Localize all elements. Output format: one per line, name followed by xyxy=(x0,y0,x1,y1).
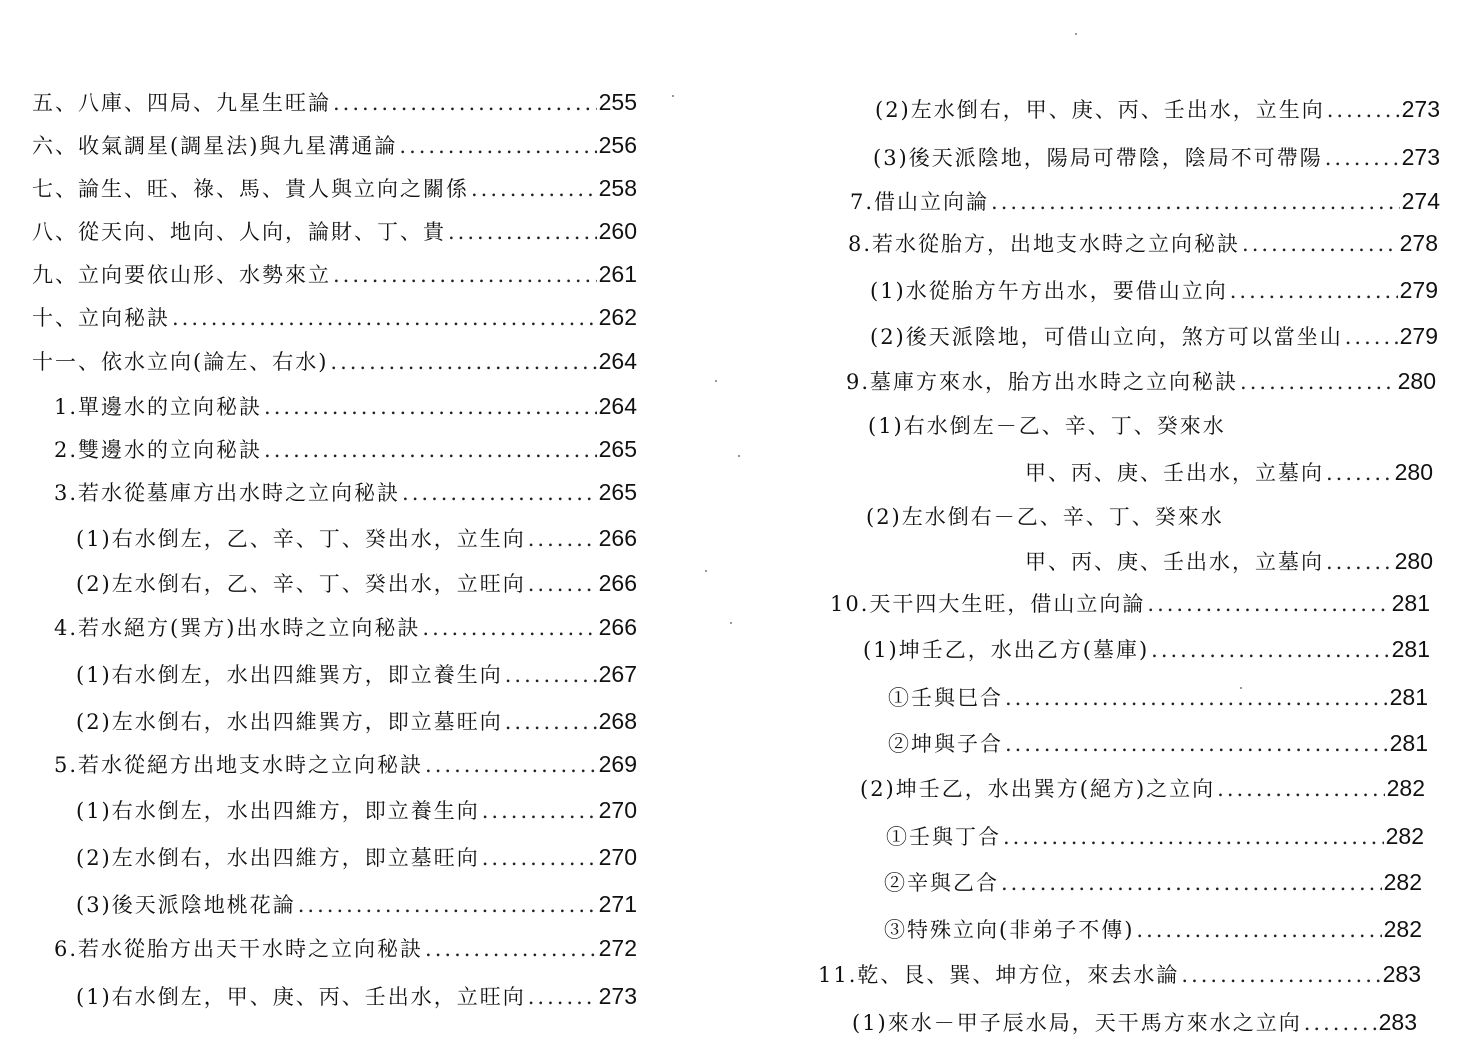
toc-entry-page: 272 xyxy=(598,935,637,961)
toc-entry-title: 甲、丙、庚、壬出水，立墓向 xyxy=(1025,550,1324,574)
scan-speck xyxy=(730,622,732,624)
toc-entry-title: 6.若水從胎方出天干水時之立向秘訣 xyxy=(54,937,424,961)
toc-entry-page: 264 xyxy=(598,348,637,374)
toc-entry-title: 十、立向秘訣 xyxy=(32,306,170,330)
dot-leader xyxy=(1147,590,1389,618)
dot-leader xyxy=(399,132,596,160)
toc-entry xyxy=(32,131,637,160)
toc-entry-page: 273 xyxy=(1401,96,1440,122)
toc-entry xyxy=(54,613,637,642)
toc-entry-title: (3)後天派陰地桃花論 xyxy=(76,893,296,917)
toc-entry xyxy=(76,660,637,689)
toc-entry-page: 282 xyxy=(1385,823,1424,849)
toc-entry xyxy=(54,750,637,779)
toc-entry xyxy=(873,143,1440,172)
toc-entry-page: 265 xyxy=(598,479,637,505)
toc-entry-page: 281 xyxy=(1391,590,1430,616)
dot-leader xyxy=(448,218,597,246)
toc-entry-title: 八、從天向、地向、人向，論財、丁、貴 xyxy=(32,220,446,244)
scan-speck xyxy=(1075,33,1077,35)
toc-entry-title: 11.乾、艮、巽、坤方位，來去水論 xyxy=(818,963,1180,987)
toc-entry-page: 278 xyxy=(1399,230,1438,256)
dot-leader xyxy=(264,436,597,464)
dot-leader xyxy=(991,188,1400,216)
toc-entry xyxy=(886,822,1424,851)
toc-entry-title: (3)後天派陰地，陽局可帶陰，陰局不可帶陽 xyxy=(873,146,1323,170)
dot-leader xyxy=(422,614,596,642)
dot-leader xyxy=(1001,869,1382,897)
toc-entry-page: 273 xyxy=(598,983,637,1009)
toc-entry-title: (2)左水倒右，水出四維巽方，即立墓旺向 xyxy=(76,710,503,734)
toc-entry xyxy=(76,843,637,872)
dot-leader xyxy=(425,751,597,779)
toc-entry xyxy=(846,367,1436,396)
dot-leader xyxy=(1240,368,1396,396)
toc-entry-title: (1)右水倒左，水出四維方，即立養生向 xyxy=(76,799,480,823)
toc-entry-page: 283 xyxy=(1382,961,1421,987)
toc-entry-title: 甲、丙、庚、壬出水，立墓向 xyxy=(1025,461,1324,485)
toc-entry xyxy=(830,589,1430,618)
toc-entry-page: 266 xyxy=(598,525,637,551)
toc-entry-title: (1)右水倒左，水出四維巽方，即立養生向 xyxy=(76,663,503,687)
toc-entry xyxy=(875,95,1440,124)
toc-entry xyxy=(888,683,1428,712)
dot-leader xyxy=(1181,961,1380,989)
toc-entry xyxy=(76,796,637,825)
dot-leader xyxy=(333,89,597,117)
toc-entry xyxy=(32,88,637,117)
toc-entry-title: 3.若水從墓庫方出水時之立向秘訣 xyxy=(54,481,401,505)
toc-entry-title: 1.單邊水的立向秘訣 xyxy=(54,395,263,419)
toc-entry xyxy=(868,412,1226,440)
toc-entry-page: 255 xyxy=(598,89,637,115)
toc-entry-page: 261 xyxy=(598,261,637,287)
toc-entry-title: 九、立向要依山形、水勢來立 xyxy=(32,263,331,287)
toc-entry-title: 六、收氣調星(調星法)與九星溝通論 xyxy=(32,134,398,158)
dot-leader xyxy=(1326,459,1393,487)
dot-leader xyxy=(1242,230,1398,258)
toc-entry-page: 267 xyxy=(598,661,637,687)
toc-entry-title: ①壬與丁合 xyxy=(886,825,1001,849)
toc-entry xyxy=(76,569,637,598)
dot-leader xyxy=(528,983,597,1011)
toc-entry-title: (2)左水倒右，水出四維方，即立墓旺向 xyxy=(76,846,480,870)
toc-entry-title: (1)水從胎方午方出水，要借山立向 xyxy=(870,279,1228,303)
scan-speck xyxy=(738,455,740,457)
toc-entry-page: 265 xyxy=(598,436,637,462)
toc-entry xyxy=(32,347,637,376)
toc-entry xyxy=(860,774,1425,803)
dot-leader xyxy=(1003,823,1384,851)
dot-leader xyxy=(1230,277,1398,305)
toc-entry-page: 268 xyxy=(598,708,637,734)
toc-entry-title: 10.天干四大生旺，借山立向論 xyxy=(830,592,1146,616)
toc-entry-title: (2)後天派陰地，可借山立向，煞方可以當坐山 xyxy=(870,325,1343,349)
toc-entry xyxy=(76,707,637,736)
toc-entry-page: 262 xyxy=(598,304,637,330)
toc-entry-page: 270 xyxy=(598,844,637,870)
dot-leader xyxy=(482,797,597,825)
toc-entry xyxy=(54,478,637,507)
dot-leader xyxy=(298,891,597,919)
toc-entry-page: 282 xyxy=(1383,916,1422,942)
toc-entry-page: 281 xyxy=(1389,730,1428,756)
toc-entry-page: 280 xyxy=(1397,368,1436,394)
dot-leader xyxy=(528,525,597,553)
dot-leader xyxy=(1327,96,1400,124)
toc-entry xyxy=(888,729,1428,758)
toc-entry xyxy=(76,982,637,1011)
dot-leader xyxy=(482,844,597,872)
dot-leader xyxy=(402,479,597,507)
scan-speck xyxy=(715,380,717,382)
toc-entry xyxy=(870,322,1438,351)
dot-leader xyxy=(1136,916,1381,944)
toc-entry-title: 9.墓庫方來水，胎方出水時之立向秘訣 xyxy=(846,370,1239,394)
toc-entry xyxy=(848,229,1438,258)
toc-entry xyxy=(76,890,637,919)
toc-entry-title: ①壬與巳合 xyxy=(888,686,1003,710)
toc-entry-title: 七、論生、旺、祿、馬、貴人與立向之關係 xyxy=(32,177,469,201)
toc-entry-page: 282 xyxy=(1386,775,1425,801)
toc-entry xyxy=(32,174,637,203)
left-page xyxy=(0,0,660,1038)
dot-leader xyxy=(1325,144,1400,172)
toc-entry xyxy=(852,1008,1417,1037)
dot-leader xyxy=(1151,636,1389,664)
dot-leader xyxy=(1345,323,1398,351)
toc-entry-page: 279 xyxy=(1399,277,1438,303)
toc-entry-title: 2.雙邊水的立向秘訣 xyxy=(54,438,263,462)
toc-entry-page: 280 xyxy=(1394,548,1433,574)
toc-entry-title: ③特殊立向(非弟子不傳) xyxy=(884,918,1135,942)
dot-leader xyxy=(471,175,597,203)
right-page xyxy=(760,0,1465,1038)
dot-leader xyxy=(330,348,596,376)
toc-entry-page: 269 xyxy=(598,751,637,777)
toc-entry-title: (2)坤壬乙，水出巽方(絕方)之立向 xyxy=(860,777,1216,801)
toc-entry xyxy=(54,392,637,421)
toc-entry-page: 282 xyxy=(1383,869,1422,895)
dot-leader xyxy=(1005,730,1388,758)
toc-entry-title: 五、八庫、四局、九星生旺論 xyxy=(32,91,331,115)
toc-entry-page: 274 xyxy=(1401,188,1440,214)
scan-speck xyxy=(1240,687,1242,689)
toc-entry-page: 256 xyxy=(598,132,637,158)
toc-entry-title: 5.若水從絕方出地支水時之立向秘訣 xyxy=(54,753,424,777)
toc-entry-title: 十一、依水立向(論左、右水) xyxy=(32,350,329,374)
toc-entry-title: (2)左水倒右－乙、辛、丁、癸來水 xyxy=(866,505,1224,529)
toc-entry-title: (1)右水倒左，乙、辛、丁、癸出水，立生向 xyxy=(76,527,526,551)
dot-leader xyxy=(1005,684,1388,712)
toc-entry-page: 281 xyxy=(1389,684,1428,710)
toc-entry xyxy=(32,303,637,332)
toc-entry-page: 281 xyxy=(1391,636,1430,662)
toc-entry xyxy=(32,260,637,289)
toc-entry xyxy=(76,524,637,553)
toc-entry-page: 283 xyxy=(1378,1009,1417,1035)
toc-entry-page: 279 xyxy=(1399,323,1438,349)
toc-entry xyxy=(850,187,1440,216)
scan-speck xyxy=(705,570,707,572)
toc-entry-page: 264 xyxy=(598,393,637,419)
toc-entry-page: 258 xyxy=(598,175,637,201)
toc-entry-title: (1)右水倒左－乙、辛、丁、癸來水 xyxy=(868,414,1226,438)
toc-entry xyxy=(1025,458,1433,487)
dot-leader xyxy=(505,708,597,736)
toc-entry-title: (2)左水倒右，乙、辛、丁、癸出水，立旺向 xyxy=(76,572,526,596)
toc-entry-title: 4.若水絕方(巽方)出水時之立向秘訣 xyxy=(54,616,421,640)
scan-speck xyxy=(672,95,674,97)
toc-entry-page: 273 xyxy=(1401,144,1440,170)
toc-entry-title: (1)來水－甲子辰水局，天干馬方來水之立向 xyxy=(852,1011,1302,1035)
toc-entry-title: ②坤與子合 xyxy=(888,732,1003,756)
toc-entry-title: 7.借山立向論 xyxy=(850,190,990,214)
toc-entry xyxy=(884,915,1422,944)
toc-entry-title: 8.若水從胎方，出地支水時之立向秘訣 xyxy=(848,232,1241,256)
toc-entry-page: 280 xyxy=(1394,459,1433,485)
toc-entry-page: 270 xyxy=(598,797,637,823)
toc-entry-page: 266 xyxy=(598,570,637,596)
toc-entry-page: 266 xyxy=(598,614,637,640)
dot-leader xyxy=(425,935,597,963)
toc-entry xyxy=(32,217,637,246)
toc-entry-title: (1)坤壬乙，水出乙方(墓庫) xyxy=(863,638,1150,662)
dot-leader xyxy=(1217,775,1384,803)
toc-entry-page: 271 xyxy=(598,891,637,917)
dot-leader xyxy=(1304,1009,1377,1037)
toc-entry xyxy=(884,868,1422,897)
toc-entry xyxy=(818,960,1421,989)
toc-entry-title: (2)左水倒右，甲、庚、丙、壬出水，立生向 xyxy=(875,98,1325,122)
dot-leader xyxy=(1326,548,1393,576)
toc-entry xyxy=(863,635,1430,664)
dot-leader xyxy=(172,304,597,332)
toc-entry xyxy=(1025,547,1433,576)
toc-entry xyxy=(870,276,1438,305)
toc-entry xyxy=(54,934,637,963)
toc-entry xyxy=(54,435,637,464)
toc-entry-title: (1)右水倒左，甲、庚、丙、壬出水，立旺向 xyxy=(76,985,526,1009)
dot-leader xyxy=(264,393,597,421)
dot-leader xyxy=(505,661,597,689)
dot-leader xyxy=(528,570,597,598)
toc-entry-page: 260 xyxy=(598,218,637,244)
toc-entry-title: ②辛與乙合 xyxy=(884,871,999,895)
dot-leader xyxy=(333,261,597,289)
toc-entry xyxy=(866,503,1224,531)
